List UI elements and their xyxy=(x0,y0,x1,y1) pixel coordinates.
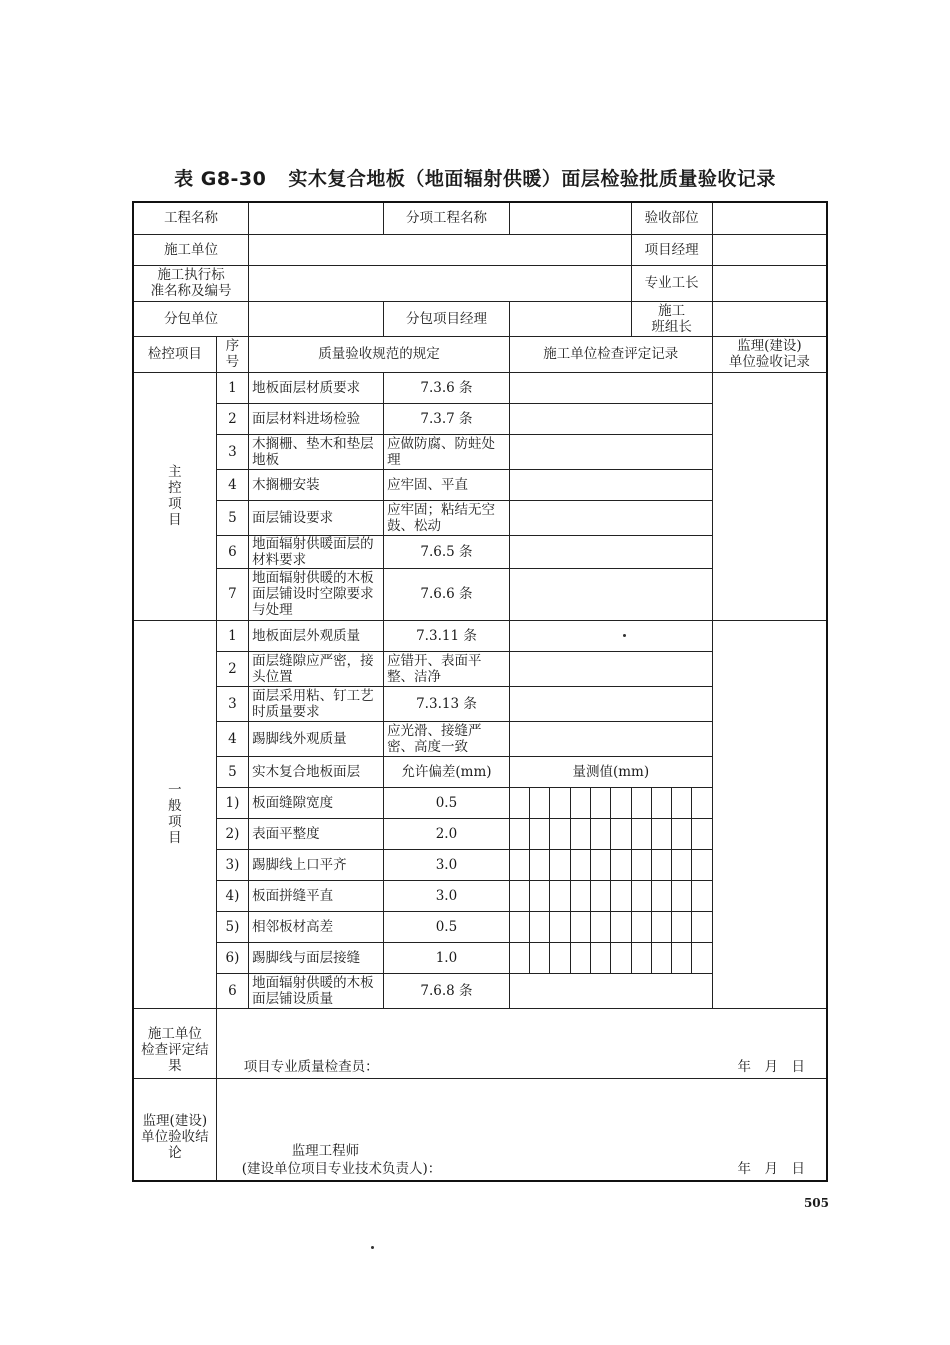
check-result-row xyxy=(133,1008,827,1078)
unit-record-cell[interactable] xyxy=(509,434,712,469)
measured-value-cell[interactable] xyxy=(692,942,712,973)
item-name: 板面拼缝平直 xyxy=(249,880,384,911)
unit-record-cell[interactable] xyxy=(509,721,712,756)
supervisor-engineer-title: 监理工程师 xyxy=(291,1143,360,1160)
general-item-label-char: 一 xyxy=(168,782,182,798)
measured-value-cell[interactable] xyxy=(570,849,590,880)
measured-value-cell[interactable] xyxy=(631,787,651,818)
measured-value-cell[interactable] xyxy=(590,911,610,942)
supervisor-record-main[interactable] xyxy=(712,372,827,620)
measured-value-cell[interactable] xyxy=(590,787,610,818)
unit-record-cell[interactable] xyxy=(509,686,712,721)
unit-record-cell[interactable] xyxy=(509,568,712,620)
acceptance-conclusion-area[interactable] xyxy=(216,1078,827,1181)
item-no: 6 xyxy=(216,973,248,1008)
measured-value-cell[interactable] xyxy=(590,849,610,880)
measured-value-cell[interactable] xyxy=(611,849,631,880)
measured-value-cell[interactable] xyxy=(590,942,610,973)
item-no: 4 xyxy=(216,721,248,756)
general-item-label-char: 目 xyxy=(168,830,182,846)
measured-value-cell[interactable] xyxy=(672,880,692,911)
item-name: 踢脚线上口平齐 xyxy=(249,849,384,880)
measured-value-cell[interactable] xyxy=(651,942,671,973)
allowed-deviation: 0.5 xyxy=(384,911,510,942)
acceptance-conclusion-label: 监理(建设) 单位验收结论 xyxy=(133,1078,216,1181)
foreman-label: 专业工长 xyxy=(631,265,712,301)
measured-values-header: 量测值(mm) xyxy=(509,756,712,787)
measured-value-cell[interactable] xyxy=(631,849,651,880)
item-no: 5 xyxy=(216,500,248,535)
allowed-deviation: 2.0 xyxy=(384,818,510,849)
item-name: 实木复合地板面层 xyxy=(249,756,384,787)
supervisor-record-general[interactable] xyxy=(712,620,827,1008)
project-manager-field[interactable] xyxy=(712,234,827,265)
measured-value-cell[interactable] xyxy=(509,787,529,818)
item-name: 木搁栅、垫木和垫层地板 xyxy=(249,434,384,469)
item-no: 6 xyxy=(216,535,248,568)
page-title xyxy=(0,164,950,191)
allowed-deviation: 3.0 xyxy=(384,880,510,911)
measured-value-cell[interactable] xyxy=(530,942,550,973)
item-requirement: 应做防腐、防蛀处理 xyxy=(384,434,510,469)
main-control-label-char: 控 xyxy=(168,480,182,496)
allow-deviation-header: 允许偏差(mm) xyxy=(384,756,510,787)
item-no: 4 xyxy=(216,469,248,500)
measured-value-cell[interactable] xyxy=(530,787,550,818)
measured-value-cell[interactable] xyxy=(570,942,590,973)
allowed-deviation: 3.0 xyxy=(384,849,510,880)
item-no: 3) xyxy=(216,849,248,880)
item-name: 地板面层材质要求 xyxy=(249,372,384,403)
inspection-item-header: 检控项目 xyxy=(133,336,216,372)
measured-value-cell[interactable] xyxy=(672,849,692,880)
foreman-field[interactable] xyxy=(712,265,827,301)
measured-value-cell[interactable] xyxy=(672,787,692,818)
measured-value-cell[interactable] xyxy=(692,911,712,942)
measured-value-cell[interactable] xyxy=(509,880,529,911)
measured-value-cell[interactable] xyxy=(651,911,671,942)
general-item-row xyxy=(133,620,827,651)
conclusion-date: 年 月 日 xyxy=(737,1161,805,1178)
item-requirement: 7.6.5 条 xyxy=(384,535,510,568)
unit-record-cell[interactable] xyxy=(509,651,712,686)
main-control-label-char: 项 xyxy=(168,496,182,512)
subcontract-unit-label: 分包单位 xyxy=(133,301,249,336)
measured-value-cell[interactable] xyxy=(530,880,550,911)
item-name: 相邻板材高差 xyxy=(249,911,384,942)
measured-value-cell[interactable] xyxy=(550,787,570,818)
subcontract-unit-field[interactable] xyxy=(249,301,384,336)
measured-value-cell[interactable] xyxy=(692,849,712,880)
measured-value-cell[interactable] xyxy=(611,942,631,973)
item-name: 面层缝隙应严密，接头位置 xyxy=(249,651,384,686)
item-requirement: 应错开、表面平整、洁净 xyxy=(384,651,510,686)
measured-value-cell[interactable] xyxy=(570,911,590,942)
measured-value-cell[interactable] xyxy=(672,818,692,849)
item-no: 1) xyxy=(216,787,248,818)
measured-value-cell[interactable] xyxy=(509,911,529,942)
measured-value-cell[interactable] xyxy=(631,942,651,973)
team-leader-label: 施工 班组长 xyxy=(631,301,712,336)
measured-value-cell[interactable] xyxy=(590,880,610,911)
item-no: 3 xyxy=(216,434,248,469)
measured-value-cell[interactable] xyxy=(692,787,712,818)
item-requirement: 7.3.13 条 xyxy=(384,686,510,721)
measured-value-cell[interactable] xyxy=(530,849,550,880)
item-name: 地面辐射供暖的木板面层铺设时空隙要求与处理 xyxy=(249,568,384,620)
item-no: 3 xyxy=(216,686,248,721)
project-name-field[interactable] xyxy=(249,202,384,234)
measured-value-cell[interactable] xyxy=(570,787,590,818)
allowed-deviation: 1.0 xyxy=(384,942,510,973)
measured-value-cell[interactable] xyxy=(530,818,550,849)
page-number: 505 xyxy=(803,1196,829,1210)
item-no: 5) xyxy=(216,911,248,942)
item-no: 2 xyxy=(216,403,248,434)
unit-record-cell[interactable] xyxy=(509,372,712,403)
item-no: 4) xyxy=(216,880,248,911)
general-item-label-char: 项 xyxy=(168,814,182,830)
item-name: 木搁栅安装 xyxy=(249,469,384,500)
item-name: 踢脚线外观质量 xyxy=(249,721,384,756)
subcontract-manager-label: 分包项目经理 xyxy=(384,301,510,336)
scan-speck xyxy=(623,634,626,637)
item-no: 7 xyxy=(216,568,248,620)
unit-record-cell[interactable] xyxy=(509,469,712,500)
measured-value-cell[interactable] xyxy=(611,787,631,818)
item-name: 地板面层外观质量 xyxy=(249,620,384,651)
measured-value-cell[interactable] xyxy=(550,911,570,942)
table-title-text: 实木复合地板（地面辐射供暖）面层检验批质量验收记录 xyxy=(288,168,776,190)
main-control-label-char: 目 xyxy=(168,512,182,528)
acceptance-part-label: 验收部位 xyxy=(631,202,712,234)
construction-unit-label: 施工单位 xyxy=(133,234,249,265)
measured-value-cell[interactable] xyxy=(651,849,671,880)
item-requirement: 7.3.11 条 xyxy=(384,620,510,651)
general-item-label xyxy=(133,620,216,1008)
measured-value-cell[interactable] xyxy=(550,942,570,973)
unit-record-cell[interactable] xyxy=(509,403,712,434)
item-requirement: 7.3.6 条 xyxy=(384,372,510,403)
subproject-name-field[interactable] xyxy=(509,202,631,234)
scan-speck xyxy=(371,1246,374,1249)
item-no: 2) xyxy=(216,818,248,849)
measured-value-cell[interactable] xyxy=(550,880,570,911)
check-result-label: 施工单位 检查评定结果 xyxy=(133,1008,216,1078)
item-no: 5 xyxy=(216,756,248,787)
item-requirement: 应牢固；粘结无空鼓、松动 xyxy=(384,500,510,535)
item-requirement: 7.6.8 条 xyxy=(384,973,510,1008)
item-requirement: 7.6.6 条 xyxy=(384,568,510,620)
measured-value-cell[interactable] xyxy=(631,818,651,849)
supervisor-engineer-signature: (建设单位项目专业技术负责人)： xyxy=(241,1161,442,1178)
measured-value-cell[interactable] xyxy=(550,849,570,880)
measured-value-cell[interactable] xyxy=(651,787,671,818)
inspector-signature: 项目专业质量检查员： xyxy=(243,1058,379,1075)
item-requirement: 7.3.7 条 xyxy=(384,403,510,434)
measured-value-cell[interactable] xyxy=(611,880,631,911)
measured-value-cell[interactable] xyxy=(611,818,631,849)
item-name: 面层采用粘、钉工艺时质量要求 xyxy=(249,686,384,721)
measured-value-cell[interactable] xyxy=(651,880,671,911)
unit-record-cell[interactable] xyxy=(509,620,712,651)
measured-value-cell[interactable] xyxy=(550,818,570,849)
measured-value-cell[interactable] xyxy=(692,818,712,849)
unit-record-cell[interactable] xyxy=(509,500,712,535)
item-name: 板面缝隙宽度 xyxy=(249,787,384,818)
acceptance-conclusion-row xyxy=(133,1078,827,1181)
item-no: 2 xyxy=(216,651,248,686)
measured-value-cell[interactable] xyxy=(570,880,590,911)
item-no: 6) xyxy=(216,942,248,973)
measured-value-cell[interactable] xyxy=(672,942,692,973)
unit-record-cell[interactable] xyxy=(509,973,712,1008)
check-result-area[interactable] xyxy=(216,1008,827,1078)
seq-header: 序 号 xyxy=(216,336,248,372)
team-leader-field[interactable] xyxy=(712,301,827,336)
main-item-row xyxy=(133,372,827,403)
project-manager-label: 项目经理 xyxy=(631,234,712,265)
measured-value-cell[interactable] xyxy=(651,818,671,849)
measured-value-cell[interactable] xyxy=(631,911,651,942)
spec-header: 质量验收规范的规定 xyxy=(249,336,510,372)
measured-value-cell[interactable] xyxy=(509,849,529,880)
unit-record-cell[interactable] xyxy=(509,535,712,568)
table-code: 表 G8-30 xyxy=(174,168,267,190)
result-date: 年 月 日 xyxy=(737,1058,805,1075)
allowed-deviation: 0.5 xyxy=(384,787,510,818)
item-name: 地面辐射供暖面层的材料要求 xyxy=(249,535,384,568)
subproject-name-label: 分项工程名称 xyxy=(384,202,510,234)
main-control-label xyxy=(133,372,216,620)
item-name: 面层铺设要求 xyxy=(249,500,384,535)
unit-record-header: 施工单位检查评定记录 xyxy=(509,336,712,372)
main-control-label-char: 主 xyxy=(168,464,182,480)
item-no: 1 xyxy=(216,372,248,403)
subcontract-manager-field[interactable] xyxy=(509,301,631,336)
construction-unit-field[interactable] xyxy=(249,234,631,265)
measured-value-cell[interactable] xyxy=(692,880,712,911)
measured-value-cell[interactable] xyxy=(590,818,610,849)
item-requirement: 应牢固、平直 xyxy=(384,469,510,500)
general-item-label-char: 般 xyxy=(168,798,182,814)
measured-value-cell[interactable] xyxy=(611,911,631,942)
measured-value-cell[interactable] xyxy=(509,818,529,849)
supervisor-header: 监理(建设) 单位验收记录 xyxy=(712,336,827,372)
measured-value-cell[interactable] xyxy=(530,911,550,942)
item-no: 1 xyxy=(216,620,248,651)
acceptance-part-field[interactable] xyxy=(712,202,827,234)
project-name-label: 工程名称 xyxy=(133,202,249,234)
item-name: 踢脚线与面层接缝 xyxy=(249,942,384,973)
item-name: 地面辐射供暖的木板面层铺设质量 xyxy=(249,973,384,1008)
measured-value-cell[interactable] xyxy=(570,818,590,849)
item-name: 表面平整度 xyxy=(249,818,384,849)
inspection-record-table xyxy=(132,201,828,1182)
standard-name-field[interactable] xyxy=(249,265,631,301)
standard-name-label: 施工执行标 准名称及编号 xyxy=(133,265,249,301)
measured-value-cell[interactable] xyxy=(672,911,692,942)
item-name: 面层材料进场检验 xyxy=(249,403,384,434)
measured-value-cell[interactable] xyxy=(631,880,651,911)
item-requirement: 应光滑、接缝严密、高度一致 xyxy=(384,721,510,756)
measured-value-cell[interactable] xyxy=(509,942,529,973)
